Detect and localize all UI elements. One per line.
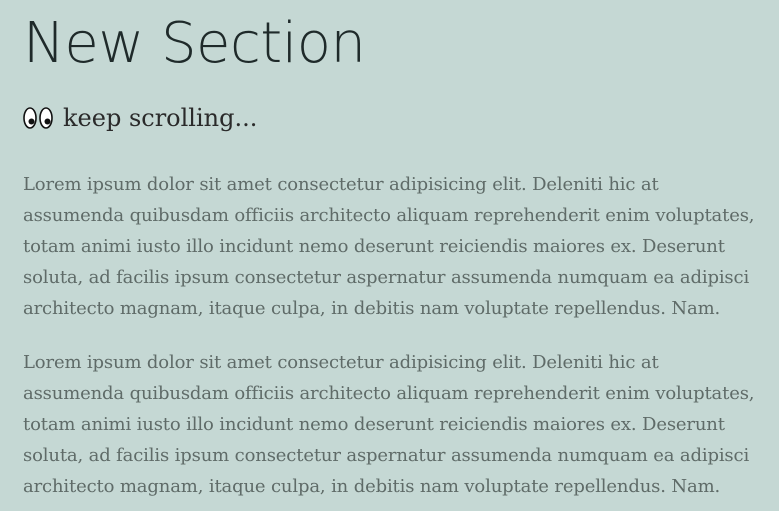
eyes-icon	[23, 107, 53, 129]
paragraph-1: Lorem ipsum dolor sit amet consectetur adipisicing elit. Deleniti hic at assumenda quibusdam officiis architecto aliquam reprehenderit enim voluptates, totam animi iusto illo incidunt nemo deserunt reiciendis maiores ex. Deserunt soluta, ad facilis ipsum consectetur aspernatur assumenda numquam ea adipisci architecto magnam, itaque culpa, in debitis nam voluptate repellendus. Nam.	[23, 174, 755, 319]
scroll-hint	[23, 104, 767, 132]
paragraph-2: Lorem ipsum dolor sit amet consectetur adipisicing elit. Deleniti hic at assumenda quibusdam officiis architecto aliquam reprehenderit enim voluptates, totam animi iusto illo incidunt nemo deserunt reiciendis maiores ex. Deserunt soluta, ad facilis ipsum consectetur aspernatur assumenda numquam ea adipisci architecto magnam, itaque culpa, in debitis nam voluptate repellendus. Nam.	[23, 352, 755, 497]
section-title: New Section	[23, 11, 366, 76]
scroll-hint-text: keep scrolling...	[63, 104, 258, 132]
paragraphs	[23, 169, 763, 502]
